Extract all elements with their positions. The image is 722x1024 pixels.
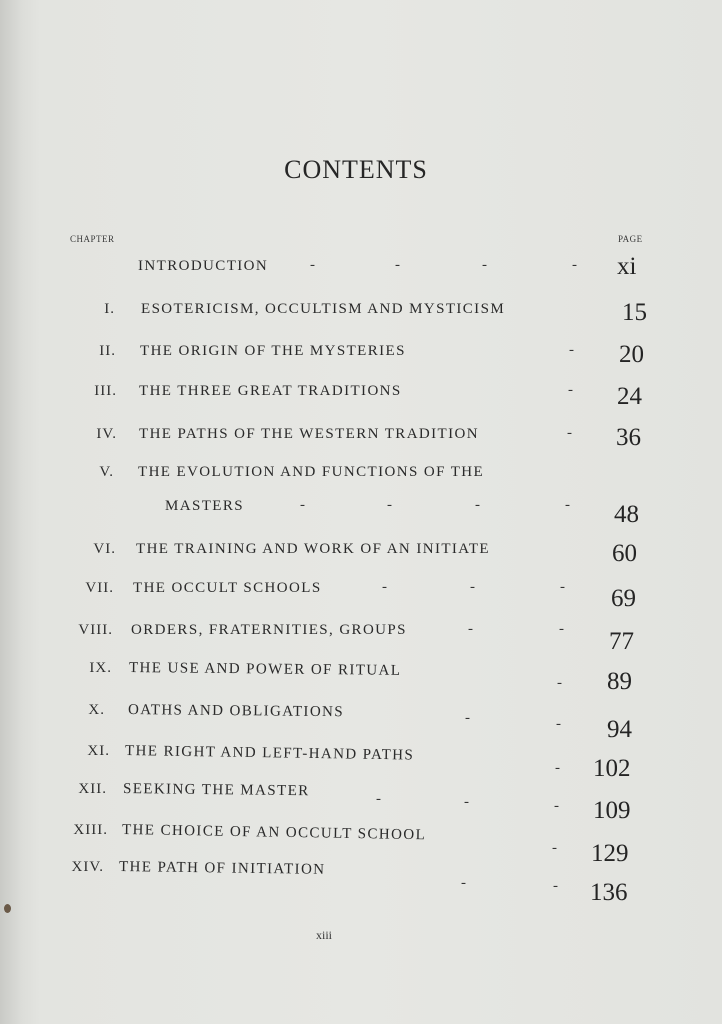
leader-dash: -	[556, 716, 561, 732]
entry-page: 15	[622, 299, 647, 326]
toc-entry-6	[0, 541, 722, 571]
entry-page: 77	[609, 628, 634, 655]
entry-page: 89	[607, 668, 632, 695]
toc-entry-4	[0, 426, 722, 456]
toc-entry-12	[0, 781, 722, 824]
leader-dash: -	[568, 382, 573, 398]
entry-title-line-1: THE EVOLUTION AND FUNCTIONS OF THE	[138, 464, 485, 480]
leader-dash: -	[300, 497, 305, 513]
chapter-number: XIV.	[71, 859, 104, 875]
chapter-number: III.	[94, 383, 117, 399]
leader-dash: -	[382, 579, 387, 595]
chapter-column-header: CHAPTER	[70, 234, 115, 244]
chapter-number: IX.	[89, 660, 112, 676]
leader-dash: -	[567, 425, 572, 441]
leader-dash: -	[482, 257, 487, 273]
leader-dash: -	[475, 497, 480, 513]
entry-page: 48	[614, 501, 639, 528]
entry-page: 94	[607, 716, 632, 743]
toc-entry-11	[0, 743, 722, 782]
chapter-number: VIII.	[78, 622, 113, 638]
entry-title: THE PATH OF INITIATION	[118, 859, 326, 878]
leader-dash: -	[553, 878, 558, 894]
entry-title: SEEKING THE MASTER	[122, 781, 310, 800]
toc-entry-14	[0, 859, 722, 906]
chapter-number: I.	[104, 301, 115, 317]
entry-page: 109	[593, 797, 631, 824]
entry-title: THE OCCULT SCHOOLS	[133, 580, 322, 596]
entry-page: 129	[591, 840, 629, 867]
toc-entry-9	[0, 660, 722, 695]
leader-dash: -	[565, 497, 570, 513]
leader-dash: -	[464, 794, 469, 810]
chapter-number: II.	[99, 343, 116, 359]
leader-dash: -	[387, 497, 392, 513]
entry-title: THE PATHS OF THE WESTERN TRADITION	[139, 426, 479, 442]
entry-page: 36	[616, 424, 641, 451]
chapter-number: VII.	[85, 580, 114, 596]
entry-title: OATHS AND OBLIGATIONS	[127, 702, 345, 721]
entry-page: 24	[617, 383, 642, 410]
entry-title: ESOTERICISM, OCCULTISM AND MYSTICISM	[141, 301, 506, 317]
entry-title: THE CHOICE OF AN OCCULT SCHOOL	[121, 822, 427, 844]
toc-entry-7	[0, 580, 722, 610]
chapter-number: V.	[99, 464, 114, 480]
leader-dash: -	[470, 579, 475, 595]
entry-page: xi	[617, 253, 637, 280]
toc-entry-8	[0, 621, 722, 655]
leader-dash: -	[555, 760, 560, 776]
leader-dash: -	[395, 257, 400, 273]
chapter-number: XIII.	[73, 822, 108, 838]
leader-dash: -	[465, 710, 470, 726]
entry-title: INTRODUCTION	[138, 258, 269, 274]
entry-page: 60	[612, 540, 637, 567]
toc-entry-5	[0, 464, 722, 528]
entry-title-line-2: MASTERS	[165, 498, 244, 514]
entry-title: THE RIGHT AND LEFT-HAND PATHS	[124, 743, 415, 764]
entry-page: 102	[593, 755, 631, 782]
entry-title: THE USE AND POWER OF RITUAL	[128, 660, 402, 679]
chapter-number: XI.	[87, 743, 110, 759]
toc-entry-3	[0, 383, 722, 413]
toc-entry-10	[0, 702, 722, 743]
leader-dash: -	[557, 675, 562, 691]
entry-title: ORDERS, FRATERNITIES, GROUPS	[131, 622, 407, 638]
entry-title: THE TRAINING AND WORK OF AN INITIATE	[136, 541, 490, 557]
leader-dash: -	[554, 798, 559, 814]
leader-dash: -	[376, 791, 381, 807]
leader-dash: -	[552, 840, 557, 856]
leader-dash: -	[560, 579, 565, 595]
entry-title: THE THREE GREAT TRADITIONS	[139, 383, 402, 399]
page-folio: xiii	[315, 928, 332, 942]
entry-page: 136	[590, 879, 628, 906]
leader-dash: -	[468, 621, 473, 637]
leader-dash: -	[310, 257, 315, 273]
toc-entry-introduction	[0, 253, 722, 288]
leader-dash: -	[559, 621, 564, 637]
leader-dash: -	[569, 342, 574, 358]
entry-page: 69	[611, 585, 636, 612]
chapter-number: XII.	[78, 781, 107, 797]
toc-entry-2	[0, 343, 722, 373]
chapter-number: X.	[88, 702, 105, 718]
paper-speck	[4, 904, 11, 913]
entry-title: THE ORIGIN OF THE MYSTERIES	[140, 343, 406, 359]
entry-page: 20	[619, 341, 644, 368]
chapter-number: IV.	[96, 426, 117, 442]
leader-dash: -	[461, 875, 466, 891]
leader-dash: -	[572, 257, 577, 273]
chapter-number: VI.	[93, 541, 116, 557]
toc-entry-1	[0, 301, 722, 331]
page-title: CONTENTS	[284, 155, 428, 184]
page-column-header: PAGE	[618, 234, 643, 244]
